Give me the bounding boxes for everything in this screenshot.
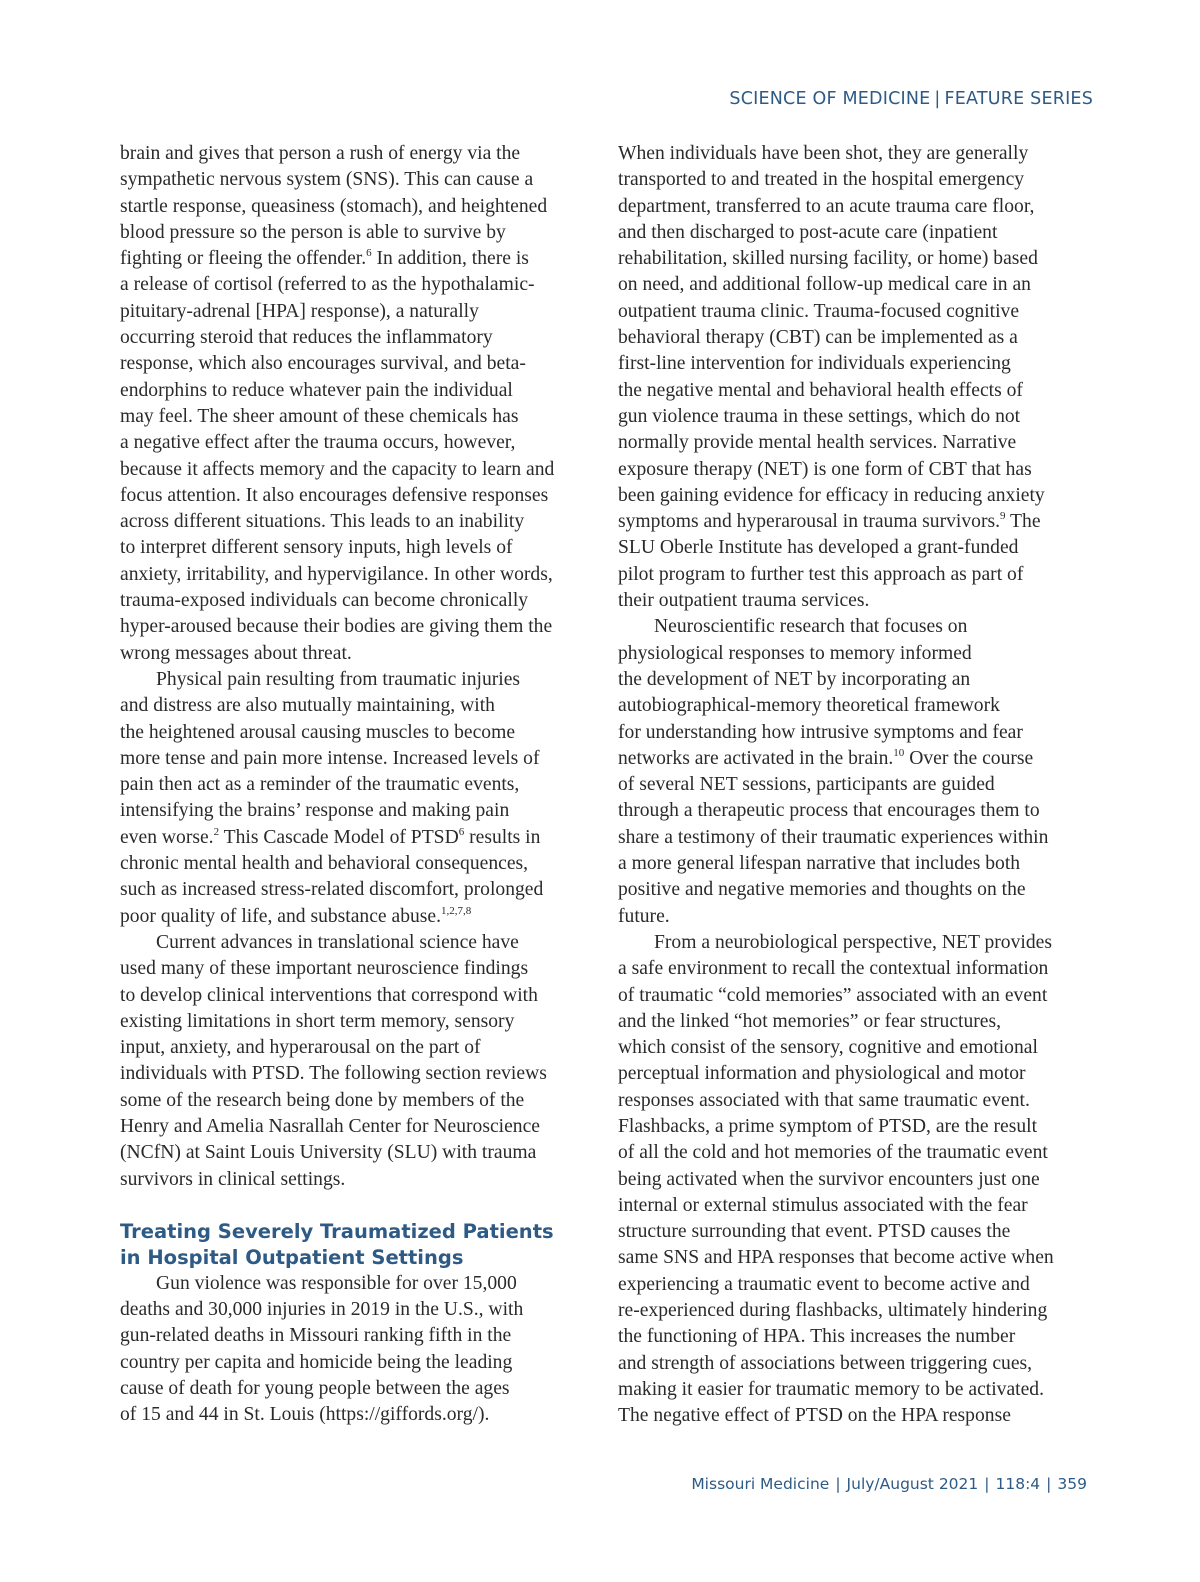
text-run: The: [1005, 511, 1041, 533]
text-line: physiological responses to memory informed: [618, 642, 972, 664]
text-line: the functioning of HPA. This increases the number: [618, 1326, 1016, 1348]
text-line: [120, 904, 598, 930]
text-run: results in: [464, 826, 541, 848]
text-line: pituitary-adrenal [HPA] response), a naturally: [120, 300, 479, 322]
section-heading-line: in Hospital Outpatient Settings: [120, 1245, 464, 1269]
header-separator: |: [934, 89, 941, 109]
text-line: department, transferred to an acute trauma care floor,: [618, 195, 1035, 217]
text-line: structure surrounding that event. PTSD causes the: [618, 1221, 1011, 1243]
text-line: chronic mental health and behavioral consequences,: [120, 853, 529, 875]
right-paragraph-1: [618, 141, 1094, 614]
text-line: [120, 246, 598, 272]
text-line: autobiographical-memory theoretical framework: [618, 695, 1000, 717]
text-line: survivors in clinical settings.: [120, 1168, 346, 1190]
text-line: experiencing a traumatic event to become active and: [618, 1273, 1030, 1295]
text-run: Over the course: [904, 747, 1034, 769]
text-line: of several NET sessions, participants are guided: [618, 774, 995, 796]
text-line: re-experienced during flashbacks, ultimately hindering: [618, 1300, 1048, 1322]
text-line: Flashbacks, a prime symptom of PTSD, are the result: [618, 1115, 1038, 1137]
text-line: country per capita and homicide being the leading: [120, 1351, 513, 1373]
text-line: through a therapeutic process that encourages them to: [618, 800, 1040, 822]
text-line: gun-related deaths in Missouri ranking fifth in the: [120, 1325, 512, 1347]
text-line: Neuroscientific research that focuses on: [654, 616, 968, 638]
text-line: endorphins to reduce whatever pain the individual: [120, 379, 513, 401]
header-section: SCIENCE OF MEDICINE: [729, 89, 931, 109]
text-line: may feel. The sheer amount of these chemicals has: [120, 405, 519, 427]
text-line: wrong messages about threat.: [120, 642, 352, 664]
text-line: and distress are also mutually maintaining, with: [120, 695, 495, 717]
right-paragraph-3: [618, 930, 1094, 1430]
text-line: such as increased stress-related discomfort, prolonged: [120, 879, 544, 901]
citation-superscript: 9: [1000, 510, 1006, 523]
footer-volume: 118:4: [995, 1475, 1041, 1493]
text-line: individuals with PTSD. The following section reviews: [120, 1063, 547, 1085]
text-line: same SNS and HPA responses that become active when: [618, 1247, 1054, 1269]
text-line: Physical pain resulting from traumatic injuries: [156, 668, 521, 690]
text-line: to develop clinical interventions that correspond with: [120, 984, 538, 1006]
text-run: networks are activated in the brain.: [618, 747, 894, 769]
text-line: blood pressure so the person is able to survive by: [120, 221, 506, 243]
text-line: and the linked “hot memories” or fear structures,: [618, 1010, 1002, 1032]
text-line: share a testimony of their traumatic experiences within: [618, 826, 1049, 848]
text-line: on need, and additional follow-up medical care in an: [618, 274, 1031, 296]
text-line: outpatient trauma clinic. Trauma-focused cognitive: [618, 300, 1020, 322]
right-paragraph-2: [618, 614, 1094, 930]
text-line: used many of these important neuroscience findings: [120, 958, 529, 980]
text-line: because it affects memory and the capacity to learn and: [120, 458, 555, 480]
text-line: intensifying the brains’ response and making pain: [120, 800, 510, 822]
text-line: some of the research being done by members of the: [120, 1089, 525, 1111]
text-run: In addition, there is: [371, 248, 529, 270]
text-line: anxiety, irritability, and hypervigilance. In other words,: [120, 563, 553, 585]
text-line: first-line intervention for individuals experiencing: [618, 353, 1011, 375]
text-line: making it easier for traumatic memory to be activated.: [618, 1378, 1045, 1400]
text-run: symptoms and hyperarousal in trauma survivors.: [618, 511, 1001, 533]
text-line: transported to and treated in the hospital emergency: [618, 169, 1025, 191]
text-line: The negative effect of PTSD on the HPA response: [618, 1405, 1011, 1427]
text-line: When individuals have been shot, they are generally: [618, 143, 1029, 164]
text-line: the negative mental and behavioral health effects of: [618, 379, 1023, 401]
text-line: normally provide mental health services. Narrative: [618, 432, 1017, 454]
citation-superscript: 2: [213, 825, 220, 838]
text-run: fighting or fleeing the offender.: [120, 248, 367, 270]
footer-separator: |: [984, 1475, 990, 1493]
text-line: startle response, queasiness (stomach), and heightened: [120, 195, 548, 217]
text-line: From a neurobiological perspective, NET provides: [654, 931, 1052, 953]
text-line: of traumatic “cold memories” associated with an event: [618, 984, 1048, 1006]
text-line: of all the cold and hot memories of the traumatic event: [618, 1142, 1048, 1164]
footer-journal: Missouri Medicine: [691, 1475, 830, 1493]
text-line: a more general lifespan narrative that includes both: [618, 853, 1021, 875]
text-line: Gun violence was responsible for over 15,000: [156, 1272, 517, 1294]
citation-superscript: 1,2,7,8: [441, 904, 472, 917]
text-line: a safe environment to recall the contextual information: [618, 958, 1049, 980]
text-line: [618, 509, 1094, 535]
running-header: [729, 89, 1093, 109]
text-line: response, which also encourages survival, and beta-: [120, 353, 526, 375]
text-line: brain and gives that person a rush of energy via the: [120, 143, 521, 164]
left-paragraph-4: [120, 1271, 598, 1429]
footer-page-number: 359: [1057, 1475, 1087, 1493]
citation-superscript: 6: [366, 247, 372, 260]
text-line: and strength of associations between triggering cues,: [618, 1352, 1033, 1374]
text-run: This Cascade Model of PTSD: [219, 826, 459, 848]
text-line: internal or external stimulus associated with the fear: [618, 1194, 1028, 1216]
text-line: which consist of the sensory, cognitive and emotional: [618, 1037, 1038, 1059]
text-line: behavioral therapy (CBT) can be implemented as a: [618, 327, 1018, 349]
text-line: being activated when the survivor encounters just one: [618, 1168, 1040, 1190]
text-line: responses associated with that same traumatic event.: [618, 1089, 1030, 1111]
text-line: existing limitations in short term memory, sensory: [120, 1010, 515, 1032]
text-line: for understanding how intrusive symptoms and fear: [618, 721, 1023, 743]
text-run: even worse.: [120, 826, 214, 848]
text-line: [120, 825, 598, 851]
text-line: deaths and 30,000 injuries in 2019 in the U.S., with: [120, 1299, 524, 1321]
text-line: [618, 746, 1094, 772]
text-line: across different situations. This leads to an inability: [120, 511, 525, 533]
footer-issue: July/August 2021: [846, 1475, 979, 1493]
page-footer: [691, 1475, 1087, 1493]
text-line: occurring steroid that reduces the inflammatory: [120, 327, 493, 349]
footer-separator: |: [1046, 1475, 1052, 1493]
text-line: rehabilitation, skilled nursing facility, or home) based: [618, 248, 1038, 270]
left-paragraph-1: [120, 141, 598, 667]
text-line: focus attention. It also encourages defensive responses: [120, 484, 549, 506]
text-line: Current advances in translational science have: [156, 931, 519, 953]
citation-superscript: 10: [893, 746, 905, 759]
text-line: a release of cortisol (referred to as the hypothalamic-: [120, 274, 535, 296]
text-line: sympathetic nervous system (SNS). This can cause a: [120, 169, 534, 191]
text-line: hyper-aroused because their bodies are giving them the: [120, 616, 553, 638]
text-line: exposure therapy (NET) is one form of CBT that has: [618, 458, 1032, 480]
text-line: gun violence trauma in these settings, which do not: [618, 405, 1021, 427]
left-paragraph-2: [120, 667, 598, 930]
text-line: SLU Oberle Institute has developed a grant-funded: [618, 537, 1019, 559]
text-line: the heightened arousal causing muscles to become: [120, 721, 516, 743]
text-line: their outpatient trauma services.: [618, 590, 870, 612]
text-line: the development of NET by incorporating an: [618, 668, 971, 690]
text-line: input, anxiety, and hyperarousal on the part of: [120, 1037, 481, 1059]
text-line: pain then act as a reminder of the traumatic events,: [120, 774, 520, 796]
text-line: of 15 and 44 in St. Louis (https://giffords.org/).: [120, 1404, 490, 1426]
footer-separator: |: [835, 1475, 841, 1493]
text-line: more tense and pain more intense. Increased levels of: [120, 747, 540, 769]
left-column: [120, 141, 598, 1429]
text-line: trauma-exposed individuals can become chronically: [120, 590, 529, 612]
text-line: Henry and Amelia Nasrallah Center for Neuroscience: [120, 1115, 541, 1137]
text-line: cause of death for young people between the ages: [120, 1378, 510, 1400]
section-heading: [120, 1219, 598, 1271]
text-line: and then discharged to post-acute care (inpatient: [618, 221, 998, 243]
text-run: poor quality of life, and substance abuse.: [120, 905, 442, 927]
citation-superscript: 6: [458, 825, 465, 838]
text-line: pilot program to further test this approach as part of: [618, 563, 1024, 585]
text-line: perceptual information and physiological and motor: [618, 1063, 1026, 1085]
text-line: (NCfN) at Saint Louis University (SLU) with trauma: [120, 1142, 537, 1164]
section-heading-line: Treating Severely Traumatized Patients: [120, 1219, 554, 1243]
section-gap: [120, 1193, 598, 1219]
text-line: future.: [618, 905, 670, 927]
text-line: a negative effect after the trauma occurs, however,: [120, 432, 516, 454]
text-line: been gaining evidence for efficacy in reducing anxiety: [618, 484, 1045, 506]
left-paragraph-3: [120, 930, 598, 1193]
text-line: to interpret different sensory inputs, high levels of: [120, 537, 513, 559]
header-series: FEATURE SERIES: [944, 89, 1093, 109]
right-column: [618, 141, 1094, 1430]
text-line: positive and negative memories and thoughts on the: [618, 879, 1026, 901]
